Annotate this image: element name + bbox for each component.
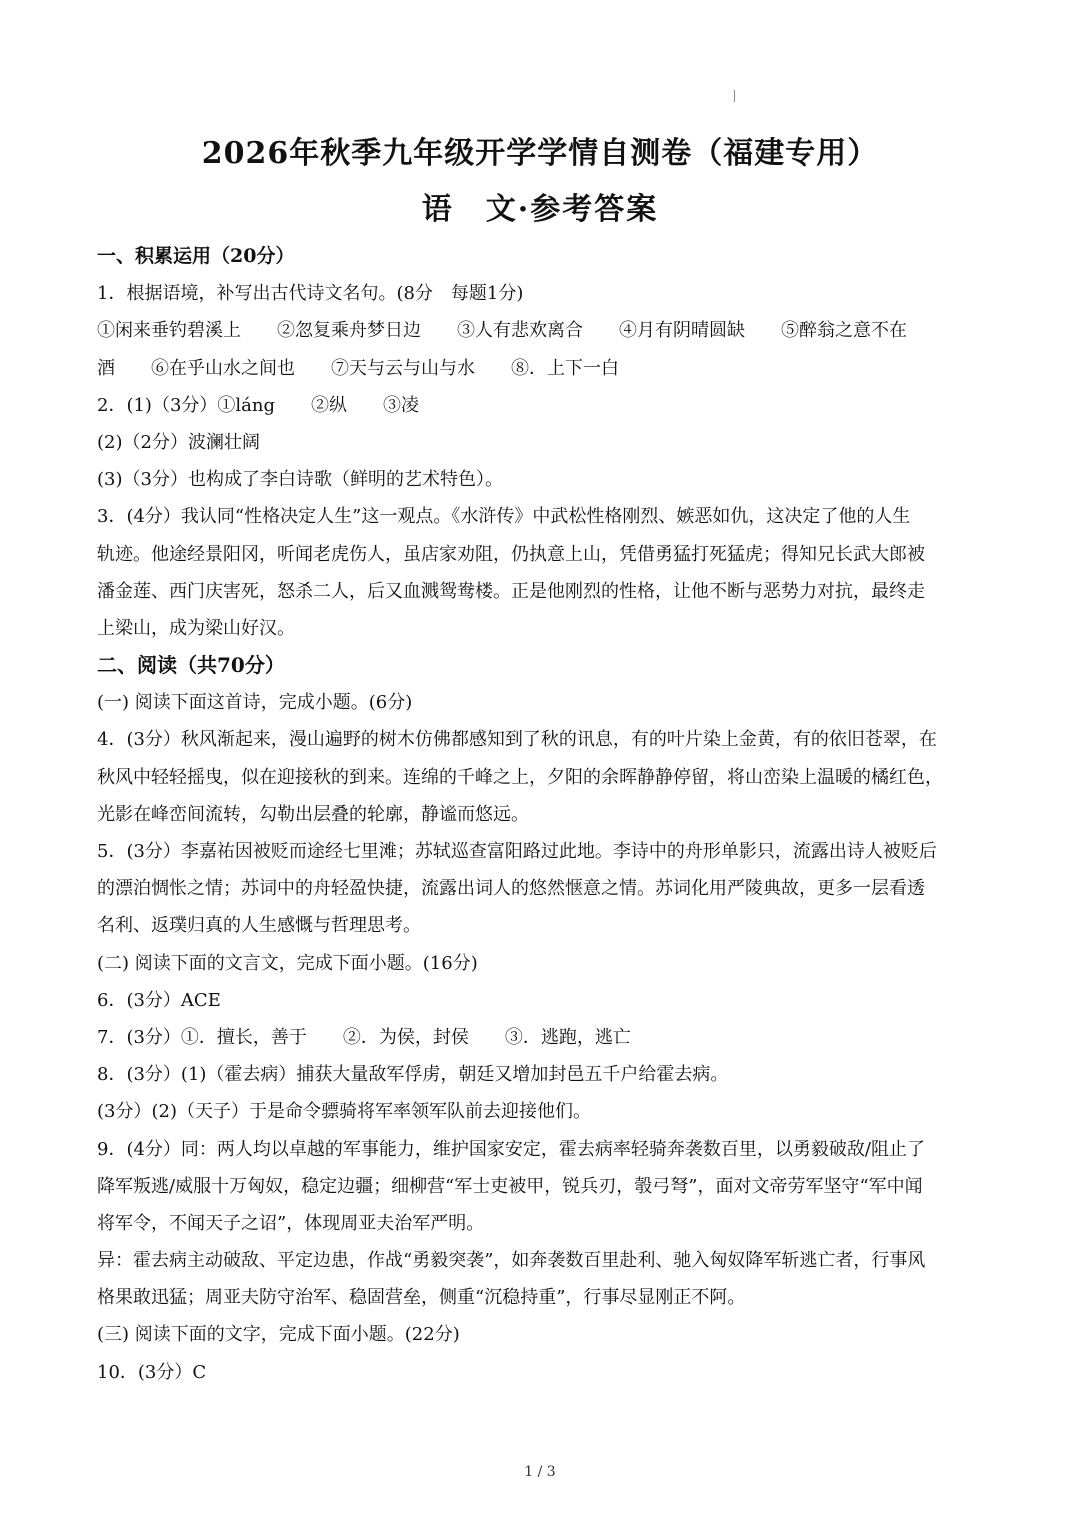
answer-line: 9．(4分）同：两人均以卓越的军事能力，维护国家安定，霍去病率轻骑奔袭数百里，以勇毅破敌/阻止了 [97,1138,925,1160]
page-number: 1 / 3 [524,1464,556,1480]
answer-line: 6．(3分）ACE [97,989,221,1011]
answer-line: 酒 ⑥在乎山水之间也 ⑦天与云与山与水 ⑧．上下一白 [97,357,619,379]
answer-line: 7．(3分）①．擅长，善于 ②．为侯，封侯 ③．逃跑，逃亡 [97,1026,631,1048]
answer-line: 将军令，不闻天子之诏”，体现周亚夫治军严明。 [97,1212,485,1234]
answer-line: 2．(1)（3分）①láng ②纵 ③凌 [97,394,420,416]
answer-line: 3．(4分）我认同“性格决定人生”这一观点。《水浒传》中武松性格刚烈、嫉恶如仇，这决定了他的人生 [97,506,911,528]
answer-line: (3分）(2)（天子）于是命令骠骑将军率领军队前去迎接他们。 [97,1101,591,1123]
section-heading: 二、阅读（共70分） [97,653,285,678]
answer-line: (三) 阅读下面的文字，完成下面小题。(22分) [97,1324,460,1346]
answer-line: 10．(3分）C [97,1361,207,1383]
section-heading: 一、积累运用（20分） [97,245,295,267]
answer-line: ①闲来垂钓碧溪上 ②忽复乘舟梦日边 ③人有悲欢离合 ④月有阴晴圆缺 ⑤醉翁之意不在 [97,320,907,342]
answer-line: 8．(3分）(1)（霍去病）捕获大量敌军俘虏，朝廷又增加封邑五千户给霍去病。 [97,1064,729,1086]
answer-line: 秋风中轻轻摇曳，似在迎接秋的到来。连绵的千峰之上，夕阳的余晖静静停留，将山峦染上温暖的橘红色， [97,766,943,788]
answer-line: 格果敢迅猛；周亚夫防守治军、稳固营垒，侧重“沉稳持重”，行事尽显刚正不阿。 [97,1287,746,1309]
answer-line: 轨迹。他途经景阳冈，听闻老虎伤人，虽店家劝阻，仍执意上山，凭借勇猛打死猛虎；得知兄长武大郎被 [97,543,925,565]
answer-body [97,238,987,1391]
answer-line: 的漂泊惆怅之情；苏词中的舟轻盈快捷，流露出词人的悠然惬意之情。苏词化用严陵典故，更多一层看透 [97,878,925,900]
answer-line: (二) 阅读下面的文言文，完成下面小题。(16分) [97,952,478,974]
answer-line: 光影在峰峦间流转，勾勒出层叠的轮廓，静谧而悠远。 [97,803,529,825]
answer-line: 异：霍去病主动破敌、平定边患，作战“勇毅突袭”，如奔袭数百里赴利、驰入匈奴降军斩逃亡者，行事风 [97,1250,926,1272]
scan-mark [734,90,735,102]
answer-line: 名利、返璞归真的人生感慨与哲理思考。 [97,915,421,937]
answer-line: 潘金莲、西门庆害死，怒杀二人，后又血溅鸳鸯楼。正是他刚烈的性格，让他不断与恶势力对抗，最终走 [97,580,925,602]
answer-line: 5．(3分）李嘉祐因被贬而途经七里滩；苏轼巡查富阳路过此地。李诗中的舟形单影只，流露出诗人被贬后 [97,841,937,862]
document-subtitle: 语 文·参考答案 [421,192,659,227]
answer-line: (3)（3分）也构成了李白诗歌（鲜明的艺术特色）。 [97,469,503,491]
document-title: 2026年秋季九年级开学学情自测卷（福建专用） [201,136,879,171]
answer-line: 上梁山，成为梁山好汉。 [97,617,295,639]
answer-line: (2)（2分）波澜壮阔 [97,431,260,453]
answer-line: 1．根据语境，补写出古代诗文名句。(8分 每题1分) [97,283,524,305]
answer-line: (一) 阅读下面这首诗，完成小题。(6分) [97,692,413,714]
answer-line: 4．(3分）秋风渐起来，漫山遍野的树木仿佛都感知到了秋的讯息，有的叶片染上金黄，有的依旧苍翠，在 [97,729,937,751]
answer-line: 降军叛逃/威服十万匈奴，稳定边疆；细柳营“军士吏被甲，锐兵刃，彀弓弩”，面对文帝劳军坚守“军中闻 [97,1175,923,1197]
